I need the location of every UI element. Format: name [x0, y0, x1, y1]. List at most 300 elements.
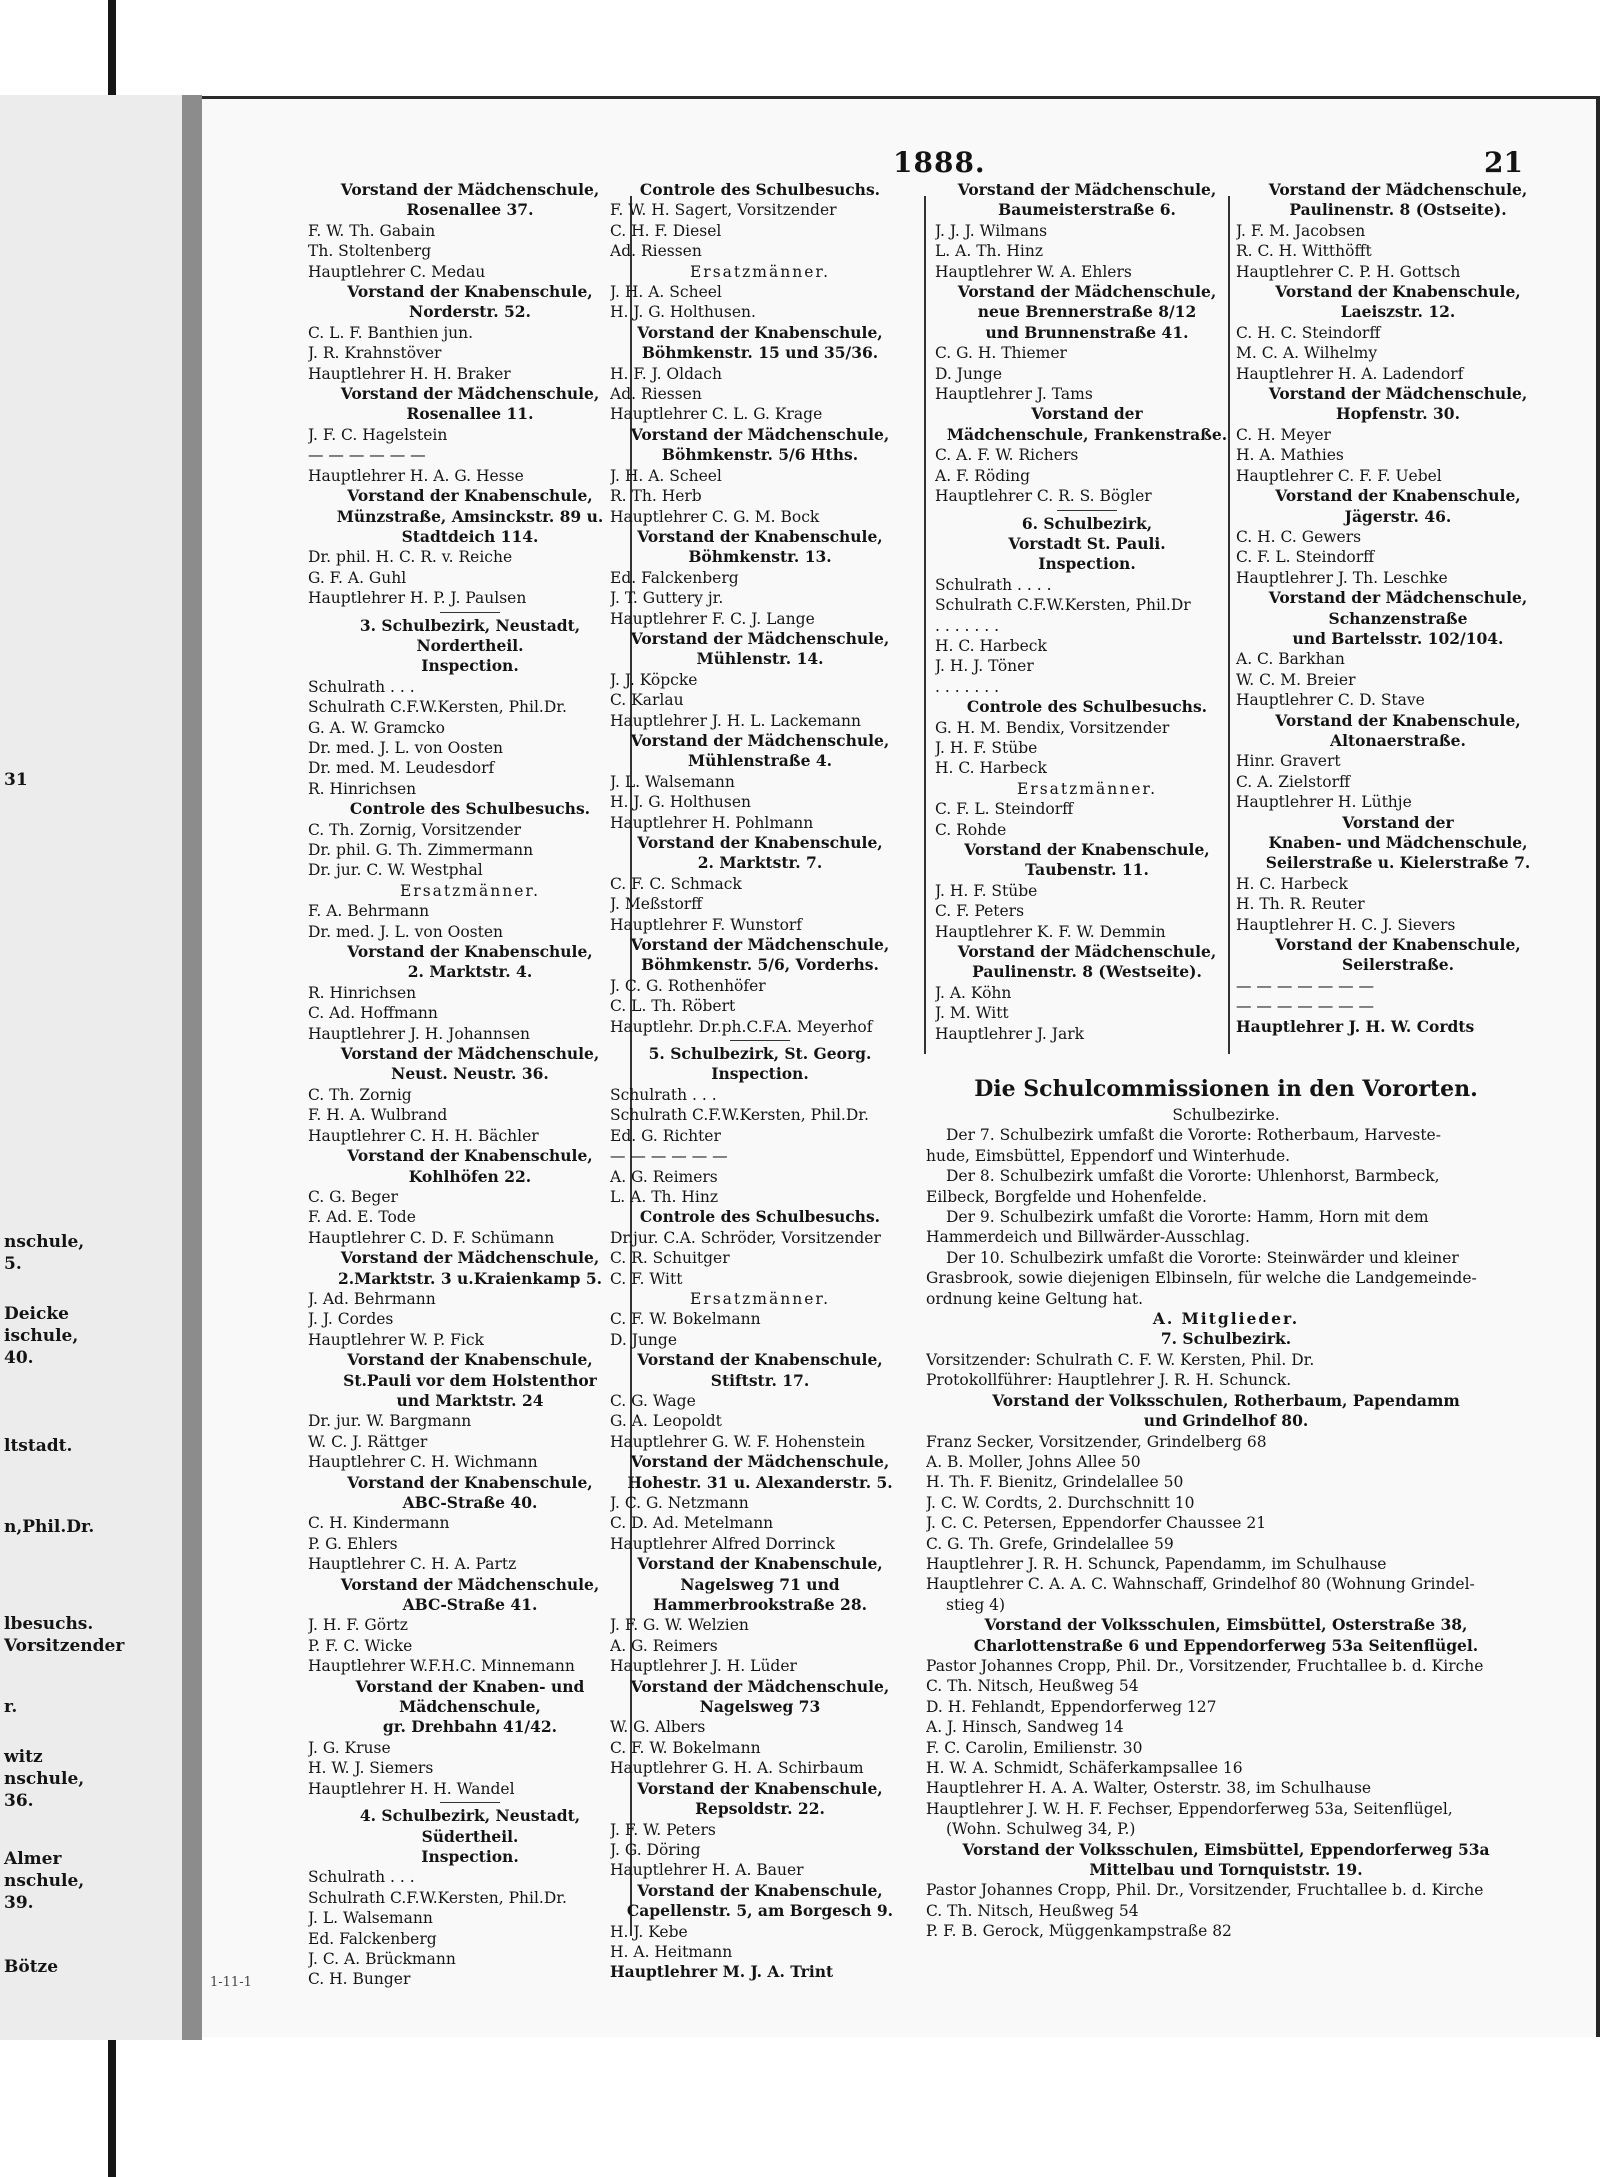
- text-line: P. F. B. Gerock, Müggenkampstraße 82: [926, 1922, 1232, 1941]
- text-line: C. Th. Zornig, Vorsitzender: [308, 820, 522, 839]
- text-line: Ersatzmänner.: [399, 881, 541, 900]
- section-heading: Norderstr. 52.: [409, 302, 531, 322]
- text-line: C. H. C. Gewers: [1236, 527, 1362, 546]
- section-heading: Capellenstr. 5, am Borgesch 9.: [626, 1901, 894, 1921]
- section-heading: Vorstand der Volksschulen, Eimsbüttel, Eppendorferweg 53a: [962, 1839, 1490, 1859]
- text-line: Hauptlehrer C. Medau: [308, 262, 486, 281]
- section-heading: Vorstand der: [1031, 404, 1143, 424]
- text-line: Hauptlehrer C. R. S. Bögler: [935, 487, 1152, 506]
- section-heading: Hohestr. 31 u. Alexanderstr. 5.: [627, 1472, 893, 1492]
- page-number: 21: [1484, 146, 1523, 179]
- text-column-1: [308, 180, 632, 1990]
- text-line: Der 7. Schulbezirk umfaßt die Vororte: Rotherbaum, Harveste-: [946, 1126, 1441, 1145]
- section-heading: Controle des Schulbesuchs.: [966, 697, 1208, 717]
- section-heading: Vorstand der Knabenschule,: [347, 1472, 593, 1492]
- section-heading: Vorstand der Mädchenschule,: [340, 1044, 600, 1064]
- text-line: C. Ad. Hoffmann: [308, 1004, 438, 1023]
- text-line: Hauptlehrer C. P. H. Gottsch: [1236, 262, 1461, 281]
- text-line: F. A. Behrmann: [308, 902, 430, 921]
- text-line: Dr. jur. W. Bargmann: [308, 1412, 472, 1431]
- text-line: Hauptlehrer H. Pohlmann: [610, 813, 814, 832]
- text-line: Hauptlehrer H. Lüthje: [1236, 793, 1412, 812]
- section-heading: Vorstand der Mädchenschule,: [340, 1248, 600, 1268]
- left-page-fragment: 40.: [4, 1348, 34, 1368]
- text-line: J. H. A. Scheel: [610, 283, 722, 302]
- text-line: C. L. Th. Röbert: [610, 997, 736, 1016]
- left-page-fragment: witz: [4, 1747, 43, 1767]
- text-line: J. F. G. W. Welzien: [610, 1616, 749, 1635]
- commissions-lines: [926, 1105, 1526, 1942]
- text-line: J. M. Witt: [935, 1004, 1009, 1023]
- text-line: Hauptlehrer C. G. M. Bock: [610, 507, 820, 526]
- text-line: Dr. med. M. Leudesdorf: [308, 759, 495, 778]
- section-heading: Vorstand der Volksschulen, Rotherbaum, Papendamm: [992, 1390, 1460, 1410]
- text-line: C. H. Bunger: [308, 1970, 411, 1989]
- text-line: Hauptlehrer J. R. H. Schunck, Papendamm, im Schulhause: [926, 1554, 1387, 1573]
- section-heading: Stadtdeich 114.: [401, 526, 539, 546]
- section-heading: Vorstand der Knabenschule,: [964, 840, 1210, 859]
- text-line: (Wohn. Schulweg 34, P.): [946, 1820, 1136, 1839]
- text-line: L. A. Th. Hinz: [610, 1187, 718, 1206]
- section-heading: Knaben- und Mädchenschule,: [1268, 833, 1528, 852]
- text-line: H. W. J. Siemers: [308, 1759, 434, 1778]
- text-line: J. G. Döring: [610, 1840, 701, 1859]
- section-heading: Böhmkenstr. 5/6, Vorderhs.: [641, 955, 879, 975]
- text-line: — — — — — —: [610, 1147, 728, 1166]
- text-line: R. Hinrichsen: [308, 983, 417, 1002]
- text-line: Hauptlehrer C. H. A. Partz: [308, 1555, 517, 1574]
- text-line: Pastor Johannes Cropp, Phil. Dr., Vorsitzender, Fruchtallee b. d. Kirche: [926, 1656, 1484, 1675]
- text-line: Schulrath C.F.W.Kersten, Phil.Dr.: [308, 1888, 567, 1907]
- section-heading: Vorstand der Mädchenschule,: [630, 628, 890, 648]
- text-line: Hauptlehrer W. A. Ehlers: [935, 262, 1132, 281]
- section-heading: Nagelsweg 71 und: [680, 1574, 840, 1594]
- text-line: Hauptlehrer C. A. A. C. Wahnschaff, Grindelhof 80 (Wohnung Grindel-: [926, 1575, 1475, 1594]
- left-page-fragment: lbesuchs.: [4, 1614, 94, 1634]
- text-line: . . . . . . .: [935, 677, 1000, 696]
- section-heading: Vorstand der Knabenschule,: [637, 1554, 883, 1574]
- section-heading: Vorstand der Knabenschule,: [1275, 486, 1521, 506]
- section-heading: Vorstand der Knabenschule,: [637, 1880, 883, 1900]
- text-line: Hauptlehrer W. P. Fick: [308, 1330, 484, 1349]
- section-heading: Vorstand der Mädchenschule,: [630, 1676, 890, 1696]
- left-page-fragment: ischule,: [4, 1326, 79, 1346]
- text-line: . . . . . . .: [935, 616, 1000, 635]
- text-line: J. Ad. Behrmann: [308, 1289, 436, 1308]
- text-line: J. A. Köhn: [935, 983, 1012, 1002]
- text-line: H. J. Kebe: [610, 1922, 688, 1941]
- text-line: Ersatzmänner.: [689, 262, 831, 281]
- page-gutter-shadow: [182, 95, 202, 2040]
- section-heading: Kohlhöfen 22.: [408, 1166, 532, 1186]
- text-line: Der 10. Schulbezirk umfaßt die Vororte: Steinwärder und kleiner: [946, 1248, 1459, 1267]
- text-line: C. Th. Nitsch, Heußweg 54: [926, 1677, 1139, 1696]
- section-heading: 6. Schulbezirk,: [1021, 513, 1153, 533]
- section-heading: Taubenstr. 11.: [1025, 860, 1149, 880]
- text-line: H. J. G. Holthusen.: [610, 303, 756, 322]
- text-line: A. J. Hinsch, Sandweg 14: [926, 1718, 1124, 1737]
- section-heading: ABC-Straße 40.: [402, 1493, 538, 1512]
- text-line: R. Th. Herb: [610, 487, 702, 506]
- text-line: Hauptlehrer W.F.H.C. Minnemann: [308, 1657, 575, 1676]
- text-line: J. T. Guttery jr.: [610, 589, 724, 608]
- section-heading: Böhmkenstr. 5/6 Hths.: [661, 445, 859, 465]
- text-line: Dr. jur. C. W. Westphal: [308, 861, 483, 880]
- text-line: — — — — — —: [308, 446, 426, 465]
- text-line: H. A. Heitmann: [610, 1942, 733, 1961]
- section-heading: St.Pauli vor dem Holstenthor: [343, 1370, 597, 1390]
- text-line: Hauptlehrer H. C. J. Sievers: [1236, 915, 1456, 934]
- text-line: A. G. Reimers: [610, 1636, 718, 1655]
- text-line: C. H. Meyer: [1236, 425, 1331, 444]
- text-line: D. Junge: [610, 1330, 678, 1349]
- text-line: W. C. M. Breier: [1236, 670, 1356, 689]
- text-line: Ersatzmänner.: [1016, 779, 1158, 798]
- section-heading: Seilerstraße u. Kielerstraße 7.: [1265, 853, 1531, 873]
- text-line: F. Ad. E. Tode: [308, 1208, 416, 1227]
- text-line: R. Hinrichsen: [308, 779, 417, 798]
- text-line: — — — — — — —: [1236, 997, 1375, 1016]
- text-line: Hauptlehrer J. H. Johannsen: [308, 1024, 531, 1043]
- text-line: Dr. phil. H. C. R. v. Reiche: [308, 548, 513, 567]
- text-line: C. R. Schuitger: [610, 1249, 730, 1268]
- text-line: Hauptlehrer G. W. F. Hohenstein: [610, 1432, 866, 1451]
- text-line: J. C. A. Brückmann: [308, 1949, 456, 1968]
- section-heading: Vorstadt St. Pauli.: [1008, 533, 1166, 553]
- left-page-fragment: r.: [4, 1697, 18, 1717]
- text-line: Hauptlehrer C. H. H. Bächler: [308, 1126, 539, 1145]
- text-line: W. G. Albers: [610, 1718, 706, 1737]
- section-heading: Paulinenstr. 8 (Ostseite).: [1289, 200, 1507, 220]
- text-line: Hauptlehrer J. Jark: [935, 1024, 1085, 1043]
- section-heading: Vorstand der Mädchenschule,: [630, 935, 890, 955]
- section-heading: 4. Schulbezirk, Neustadt,: [359, 1806, 581, 1826]
- text-column-3: [935, 180, 1239, 1044]
- section-heading: Seilerstraße.: [1342, 955, 1454, 975]
- page-year: 1888.: [893, 146, 986, 179]
- text-line: A. B. Moller, Johns Allee 50: [926, 1452, 1141, 1471]
- section-heading: 3. Schulbezirk, Neustadt,: [359, 615, 581, 635]
- text-line: Hauptlehrer H. A. G. Hesse: [308, 466, 524, 485]
- text-line: Hauptlehrer C. L. G. Krage: [610, 405, 823, 424]
- section-heading: neue Brennerstraße 8/12: [977, 302, 1197, 322]
- text-line: Hinr. Gravert: [1236, 752, 1341, 771]
- left-page-fragment: Vorsitzender: [4, 1636, 125, 1656]
- section-heading: Vorstand der Knabenschule,: [637, 322, 883, 342]
- section-heading: Vorstand der Knabenschule,: [347, 486, 593, 506]
- text-line: P. G. Ehlers: [308, 1534, 398, 1553]
- text-line: G. A. W. Gramcko: [308, 718, 445, 737]
- text-line: hude, Eimsbüttel, Eppendorf und Winterhude.: [926, 1146, 1291, 1165]
- section-heading: Rosenallee 37.: [406, 200, 534, 220]
- text-line: Schulrath C.F.W.Kersten, Phil.Dr: [935, 596, 1191, 615]
- text-line: ordnung keine Geltung hat.: [926, 1289, 1143, 1308]
- section-heading: Altonaerstraße.: [1330, 730, 1466, 750]
- section-heading: Mädchenschule,: [399, 1697, 541, 1717]
- section-rule: [440, 1802, 500, 1803]
- section-heading: Vorstand der Knabenschule,: [1275, 935, 1521, 955]
- text-line: C. F. Witt: [610, 1269, 683, 1288]
- text-line: C. F. Peters: [935, 902, 1025, 921]
- section-heading: Vorstand der Mädchenschule,: [630, 424, 890, 444]
- text-line: Hauptlehrer J. H. L. Lackemann: [610, 711, 861, 730]
- section-heading: Hopfenstr. 30.: [1335, 404, 1460, 424]
- text-line: J. G. Kruse: [308, 1738, 391, 1757]
- section-heading: und Bartelsstr. 102/104.: [1292, 628, 1504, 648]
- text-line: Hauptlehrer J. H. Lüder: [610, 1657, 797, 1676]
- section-heading: Schanzenstraße: [1328, 608, 1468, 628]
- section-heading: Vorstand der Knabenschule,: [347, 282, 593, 302]
- text-line: H. C. Harbeck: [935, 759, 1047, 778]
- text-line: D. Junge: [935, 364, 1003, 383]
- text-line: Hauptlehrer H. A. Bauer: [610, 1861, 804, 1880]
- text-line: Pastor Johannes Cropp, Phil. Dr., Vorsitzender, Fruchtallee b. d. Kirche: [926, 1881, 1484, 1900]
- section-heading: Controle des Schulbesuchs.: [639, 180, 881, 199]
- text-line: Hauptlehrer F. C. J. Lange: [610, 609, 815, 628]
- commissions-title: Die Schulcommissionen in den Vororten.: [974, 1076, 1478, 1102]
- section-heading: Südertheil.: [421, 1826, 519, 1846]
- text-line: Franz Secker, Vorsitzender, Grindelberg 68: [926, 1432, 1267, 1451]
- section-heading: 2. Marktstr. 4.: [407, 962, 533, 982]
- text-line: C. G. H. Thiemer: [935, 344, 1067, 363]
- text-line: C. F. W. Bokelmann: [610, 1738, 761, 1757]
- text-line: H. A. Mathies: [1236, 446, 1344, 465]
- text-column-4: [1236, 180, 1560, 1037]
- section-heading: Vorstand der Mädchenschule,: [957, 942, 1217, 962]
- section-heading: 2. Marktstr. 7.: [697, 853, 823, 873]
- section-heading: Vorstand der Knabenschule,: [347, 1146, 593, 1166]
- section-heading: Repsoldstr. 22.: [695, 1799, 825, 1819]
- section-heading: Paulinenstr. 8 (Westseite).: [972, 962, 1202, 982]
- text-line: J. C. G. Netzmann: [610, 1494, 749, 1512]
- text-line: Schulbezirke.: [1172, 1106, 1280, 1124]
- text-line: Eilbeck, Borgfelde und Hohenfelde.: [926, 1187, 1207, 1206]
- text-line: Hauptlehrer J. Tams: [935, 385, 1093, 404]
- text-line: Hauptlehrer F. Wunstorf: [610, 915, 803, 934]
- text-line: H. Th. R. Reuter: [1236, 895, 1365, 914]
- section-heading: A. Mitglieder.: [1152, 1309, 1300, 1329]
- text-line: Der 9. Schulbezirk umfaßt die Vororte: Hamm, Horn mit dem: [946, 1208, 1429, 1227]
- section-heading: Vorstand der Volksschulen, Eimsbüttel, Osterstraße 38,: [984, 1615, 1468, 1635]
- text-line: Th. Stoltenberg: [308, 242, 432, 261]
- text-line: stieg 4): [946, 1595, 1006, 1614]
- section-heading: Nagelsweg 73: [699, 1697, 821, 1717]
- text-line: Dr. med. J. L. von Oosten: [308, 922, 504, 941]
- section-heading: ABC-Straße 41.: [402, 1595, 538, 1615]
- text-line: Hauptlehrer H. A. Ladendorf: [1236, 364, 1464, 383]
- section-heading: Inspection.: [1038, 554, 1136, 574]
- text-line: A. G. Reimers: [610, 1167, 718, 1186]
- section-heading: Vorstand der Mädchenschule,: [340, 384, 600, 404]
- text-line: Schulrath . . .: [308, 677, 415, 696]
- section-heading: Vorstand der Mädchenschule,: [1268, 384, 1528, 404]
- left-page-fragment: nschule,: [4, 1232, 85, 1252]
- section-heading: Inspection.: [711, 1064, 809, 1084]
- left-page-fragment: 31: [4, 770, 28, 790]
- text-line: H. C. Harbeck: [1236, 874, 1348, 893]
- text-line: J. C. W. Cordts, 2. Durchschnitt 10: [926, 1493, 1195, 1512]
- text-line: C. Karlau: [610, 691, 684, 710]
- text-column-2: [610, 180, 910, 1983]
- text-line: Hauptlehrer C. D. F. Schümann: [308, 1228, 555, 1247]
- section-heading: Hauptlehrer M. J. A. Trint: [610, 1962, 834, 1982]
- section-heading: Vorstand der Knabenschule,: [637, 526, 883, 546]
- text-line: Schulrath C.F.W.Kersten, Phil.Dr.: [308, 698, 567, 717]
- text-line: Hauptlehrer H. P. J. Paulsen: [308, 589, 527, 608]
- text-line: C. Th. Zornig: [308, 1085, 412, 1104]
- text-line: J. J. J. Wilmans: [935, 221, 1048, 240]
- left-page-fragment: 36.: [4, 1791, 34, 1811]
- section-heading: Neust. Neustr. 36.: [391, 1064, 549, 1084]
- text-line: J. H. F. Stübe: [935, 881, 1038, 900]
- section-heading: Vorstand der: [1342, 812, 1454, 832]
- text-line: J. H. F. Görtz: [308, 1616, 408, 1635]
- section-heading: Inspection.: [421, 656, 519, 676]
- text-line: A. C. Barkhan: [1236, 650, 1345, 669]
- section-heading: Vorstand der Mädchenschule,: [630, 730, 890, 750]
- text-line: H. C. Harbeck: [935, 636, 1047, 655]
- section-heading: und Brunnenstraße 41.: [985, 322, 1189, 342]
- left-page-fragment: n,Phil.Dr.: [4, 1517, 95, 1537]
- text-line: C. F. C. Schmack: [610, 874, 742, 893]
- text-line: C. Rohde: [935, 820, 1007, 839]
- text-line: Ed. Falckenberg: [610, 568, 739, 587]
- left-page-fragment: 5.: [4, 1254, 22, 1274]
- section-heading: 7. Schulbezirk.: [1160, 1329, 1292, 1349]
- section-heading: Vorstand der Mädchenschule,: [1268, 588, 1528, 608]
- text-line: Vorsitzender: Schulrath C. F. W. Kersten, Phil. Dr.: [926, 1350, 1315, 1369]
- text-line: R. C. H. Witthöfft: [1236, 242, 1372, 261]
- left-page-fragment: nschule,: [4, 1871, 85, 1891]
- section-heading: Hammerbrookstraße 28.: [652, 1595, 868, 1615]
- text-line: Hauptlehrer C. H. Wichmann: [308, 1453, 538, 1472]
- section-heading: Vorstand der Knabenschule,: [1275, 710, 1521, 730]
- text-line: Protokollführer: Hauptlehrer J. R. H. Schunck.: [926, 1371, 1292, 1390]
- text-line: C. G. Beger: [308, 1187, 398, 1206]
- text-line: C. D. Ad. Metelmann: [610, 1514, 774, 1533]
- text-line: F. W. Th. Gabain: [308, 221, 436, 240]
- text-line: Dr. med. J. L. von Oosten: [308, 738, 504, 757]
- text-line: Hauptlehrer C. F. F. Uebel: [1236, 466, 1442, 485]
- text-line: J. C. C. Petersen, Eppendorfer Chaussee 21: [926, 1514, 1267, 1533]
- section-heading: 5. Schulbezirk, St. Georg.: [648, 1044, 872, 1064]
- left-page-fragment: ltstadt.: [4, 1436, 73, 1456]
- text-line: Hauptlehrer Alfred Dorrinck: [610, 1534, 835, 1553]
- text-line: H. W. A. Schmidt, Schäferkampsallee 16: [926, 1759, 1243, 1777]
- section-heading: 2.Marktstr. 3 u.Kraienkamp 5.: [337, 1268, 602, 1288]
- text-line: C. A. F. W. Richers: [935, 446, 1079, 465]
- column-divider: [924, 196, 926, 1054]
- text-line: Ad. Riessen: [610, 385, 702, 404]
- section-heading: Jägerstr. 46.: [1344, 506, 1452, 526]
- text-line: J. C. G. Rothenhöfer: [610, 976, 766, 995]
- section-heading: Böhmkenstr. 15 und 35/36.: [641, 343, 879, 363]
- left-page-fragment: Deicke: [4, 1304, 69, 1324]
- text-line: Grasbrook, sowie diejenigen Elbinseln, für welche die Landgemeinde-: [926, 1269, 1477, 1288]
- left-page-fragment: Almer: [4, 1849, 62, 1869]
- text-line: C. F. L. Steindorff: [935, 800, 1074, 819]
- text-line: J. Meßstorff: [610, 895, 703, 914]
- text-line: Hauptlehr. Dr.ph.C.F.A. Meyerhof: [610, 1017, 873, 1036]
- section-rule: [1057, 510, 1117, 511]
- text-line: C. H. Kindermann: [308, 1514, 450, 1533]
- left-page-edge: [0, 95, 188, 2040]
- section-heading: Vorstand der Knabenschule,: [1275, 282, 1521, 302]
- left-page-fragment: nschule,: [4, 1769, 85, 1789]
- text-line: Hauptlehrer H. H. Braker: [308, 364, 511, 383]
- text-line: Schulrath . . .: [308, 1868, 415, 1887]
- left-page-fragment: 39.: [4, 1893, 34, 1913]
- text-line: Dr. phil. G. Th. Zimmermann: [308, 841, 534, 859]
- section-heading: Böhmkenstr. 13.: [688, 547, 832, 567]
- text-line: Hauptlehrer J. W. H. F. Fechser, Eppendorferweg 53a, Seitenflügel,: [926, 1799, 1453, 1818]
- text-line: G. H. M. Bendix, Vorsitzender: [935, 718, 1170, 737]
- text-line: C. G. Th. Grefe, Grindelallee 59: [926, 1534, 1174, 1553]
- text-line: J. F. C. Hagelstein: [308, 425, 448, 444]
- section-heading: Vorstand der Mädchenschule,: [957, 282, 1217, 302]
- section-heading: Vorstand der Knabenschule,: [347, 1350, 593, 1370]
- text-line: Hauptlehrer J. Th. Leschke: [1236, 568, 1448, 587]
- text-line: J. R. Krahnstöver: [308, 344, 442, 363]
- section-heading: Charlottenstraße 6 und Eppendorferweg 53a Seitenflügel.: [973, 1635, 1479, 1655]
- text-line: D. H. Fehlandt, Eppendorferweg 127: [926, 1697, 1217, 1716]
- text-line: J. J. Köpcke: [610, 670, 698, 689]
- section-heading: Mittelbau und Tornquiststr. 19.: [1089, 1860, 1363, 1880]
- text-line: C. L. F. Banthien jun.: [308, 323, 474, 342]
- section-heading: gr. Drehbahn 41/42.: [382, 1717, 558, 1737]
- section-heading: Vorstand der Mädchenschule,: [630, 1452, 890, 1472]
- section-heading: Hauptlehrer J. H. W. Cordts: [1236, 1016, 1475, 1036]
- text-line: H. J. G. Holthusen: [610, 793, 752, 812]
- section-heading: Inspection.: [421, 1846, 519, 1866]
- text-line: — — — — — — —: [1236, 976, 1375, 995]
- section-heading: Stiftstr. 17.: [710, 1370, 810, 1390]
- section-heading: Laeiszstr. 12.: [1340, 302, 1456, 322]
- section-heading: Controle des Schulbesuchs.: [639, 1207, 881, 1227]
- section-heading: Vorstand der Mädchenschule,: [1268, 180, 1528, 199]
- section-heading: Vorstand der Knabenschule,: [347, 942, 593, 962]
- text-line: C. F. W. Bokelmann: [610, 1310, 761, 1329]
- text-line: Ed. Falckenberg: [308, 1929, 437, 1948]
- text-line: L. A. Th. Hinz: [935, 242, 1043, 261]
- text-line: C. H. F. Diesel: [610, 221, 722, 240]
- text-line: Ed. G. Richter: [610, 1126, 721, 1145]
- text-line: H. Th. F. Bienitz, Grindelallee 50: [926, 1473, 1184, 1492]
- text-line: C. Th. Nitsch, Heußweg 54: [926, 1901, 1139, 1920]
- text-line: J. H. F. Stübe: [935, 738, 1038, 757]
- section-heading: Rosenallee 11.: [406, 404, 534, 424]
- text-line: P. F. C. Wicke: [308, 1636, 413, 1655]
- text-line: F. C. Carolin, Emilienstr. 30: [926, 1738, 1143, 1757]
- section-heading: Vorstand der Knabenschule,: [637, 1350, 883, 1370]
- text-line: A. F. Röding: [935, 466, 1031, 485]
- text-line: F. H. A. Wulbrand: [308, 1106, 448, 1125]
- section-heading: Vorstand der Mädchenschule,: [957, 180, 1217, 199]
- section-heading: Mühlenstraße 4.: [687, 751, 833, 771]
- text-line: W. C. J. Rättger: [308, 1432, 428, 1451]
- margin-mark: 1-11-1: [210, 1975, 252, 1990]
- section-rule: [440, 612, 500, 613]
- section-rule: [730, 1040, 790, 1041]
- section-heading: Mädchenschule, Frankenstraße.: [946, 424, 1228, 444]
- text-line: G. A. Leopoldt: [610, 1412, 722, 1431]
- text-line: F. W. H. Sagert, Vorsitzender: [610, 201, 837, 220]
- section-heading: Vorstand der Mädchenschule,: [340, 1574, 600, 1594]
- text-line: Ersatzmänner.: [689, 1289, 831, 1308]
- left-page-fragment: Bötze: [4, 1957, 59, 1977]
- text-line: G. F. A. Guhl: [308, 568, 407, 587]
- text-line: M. C. A. Wilhelmy: [1236, 344, 1378, 363]
